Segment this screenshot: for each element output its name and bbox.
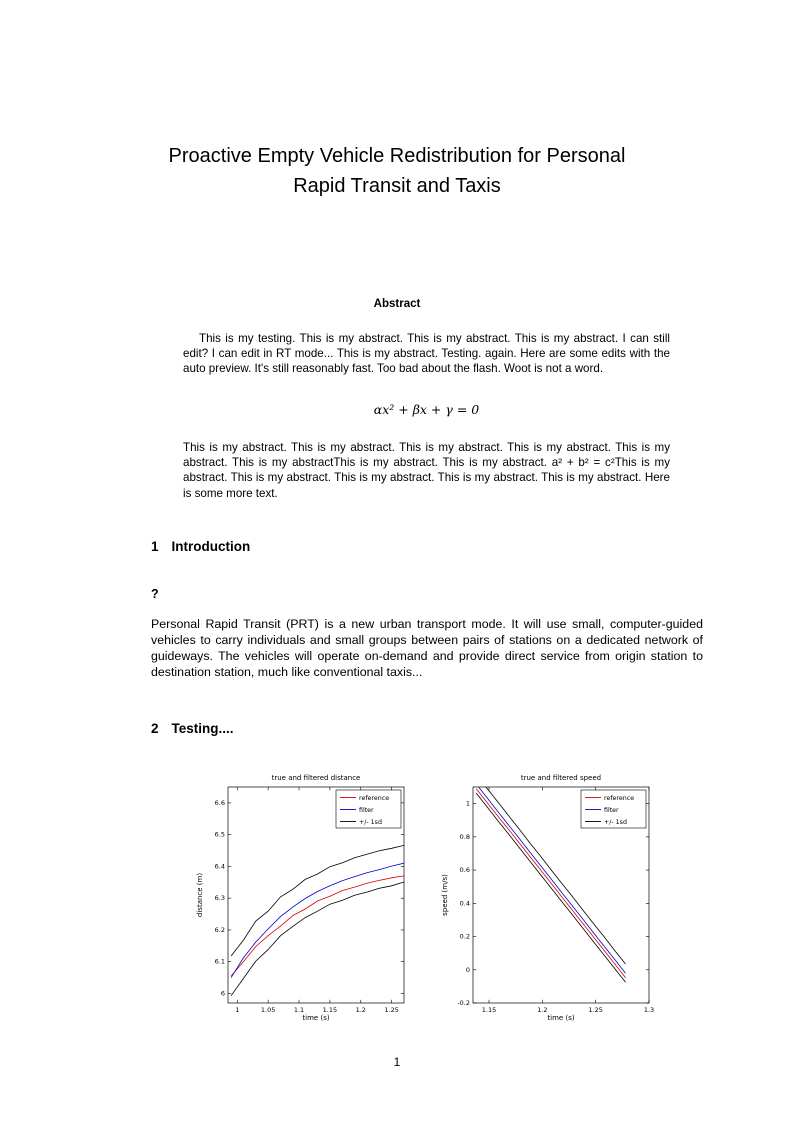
section-number: 1	[151, 539, 159, 554]
section-heading-introduction	[151, 539, 250, 554]
y-tick-label: 0	[465, 965, 470, 974]
x-tick-label: 1.1	[293, 1006, 305, 1014]
legend-label: +/- 1sd	[604, 818, 627, 826]
y-tick-label: 6.3	[214, 894, 225, 903]
legend-label: filter	[604, 806, 619, 814]
speed-chart	[438, 770, 668, 1023]
figure-speed-chart	[438, 770, 668, 1023]
x-axis-label: time (s)	[302, 1014, 330, 1022]
paper-title-line-1: Proactive Empty Vehicle Redistribution for Personal	[168, 145, 626, 167]
y-tick-label: 6.2	[214, 925, 225, 934]
y-axis-label: distance (m)	[196, 872, 204, 918]
x-axis-label: time (s)	[547, 1014, 575, 1022]
paper-title-line-2: Rapid Transit and Taxis	[293, 175, 501, 197]
figure-distance-chart	[193, 770, 423, 1023]
y-axis-label: speed (m/s)	[441, 874, 449, 916]
chart-title: true and filtered speed	[520, 774, 602, 782]
y-tick-label: 0.8	[459, 832, 470, 841]
y-tick-label: 6	[220, 989, 225, 998]
x-tick-label: 1.25	[384, 1006, 399, 1014]
y-tick-label: 0.2	[459, 932, 470, 941]
x-tick-label: 1.05	[260, 1006, 276, 1014]
legend-label: +/- 1sd	[359, 818, 382, 826]
x-tick-label: 1	[235, 1006, 240, 1014]
section-number: 2	[151, 721, 159, 736]
introduction-paragraph: Personal Rapid Transit (PRT) is a new urban transport mode. It will use small, computer-guided vehicles to carry individuals and small groups between pairs of stations on a dedicated network of guideways. The vehicles will operate on-demand and provide direct service from origin station to destination station, much like conventional taxis...	[151, 617, 703, 679]
y-tick-label: -0.2	[457, 999, 470, 1007]
legend-label: reference	[359, 794, 390, 802]
abstract-heading: Abstract	[373, 298, 421, 310]
x-tick-label: 1.15	[322, 1006, 338, 1014]
section-title: Testing....	[171, 721, 234, 736]
legend-label: reference	[604, 794, 635, 802]
y-tick-label: 0.4	[459, 899, 470, 908]
x-tick-label: 1.25	[588, 1006, 603, 1014]
question-mark-paragraph: ?	[151, 587, 159, 601]
chart-title: true and filtered distance	[271, 774, 361, 782]
y-tick-label: 1	[465, 799, 470, 808]
y-tick-label: 6.5	[214, 830, 225, 839]
legend-label: filter	[359, 806, 374, 814]
display-equation: αx² + βx + γ = 0	[373, 402, 480, 417]
y-tick-label: 6.6	[214, 798, 225, 807]
x-tick-label: 1.15	[481, 1006, 497, 1014]
x-tick-label: 1.2	[537, 1006, 548, 1014]
y-tick-label: 6.1	[214, 957, 225, 966]
x-tick-label: 1.2	[355, 1006, 366, 1014]
abstract-paragraph-1: This is my testing. This is my abstract. This is my abstract. This is my abstract. I can still edit? I can edit in RT mode... This is my abstract. Testing. again. Here are some edits with the auto preview. It's still reasonably fast. Too bad about the flash. Woot is not a word.	[183, 332, 670, 376]
page-number: 1	[393, 1055, 401, 1069]
y-tick-label: 0.6	[459, 866, 470, 875]
section-heading-testing	[151, 721, 234, 736]
x-tick-label: 1.3	[643, 1006, 655, 1014]
abstract-paragraph-2: This is my abstract. This is my abstract. This is my abstract. This is my abstract. This is my abstract. This is my abstractThis is my abstract. This is my abstract. a² + b² = c²This is my abstract. This is my abstract. This is my abstract. This is my abstract. This is my abstract. Here is some more text.	[183, 441, 670, 500]
distance-chart	[193, 770, 423, 1023]
y-tick-label: 6.4	[214, 862, 225, 871]
paper-title	[0, 141, 794, 201]
section-title: Introduction	[171, 539, 251, 554]
